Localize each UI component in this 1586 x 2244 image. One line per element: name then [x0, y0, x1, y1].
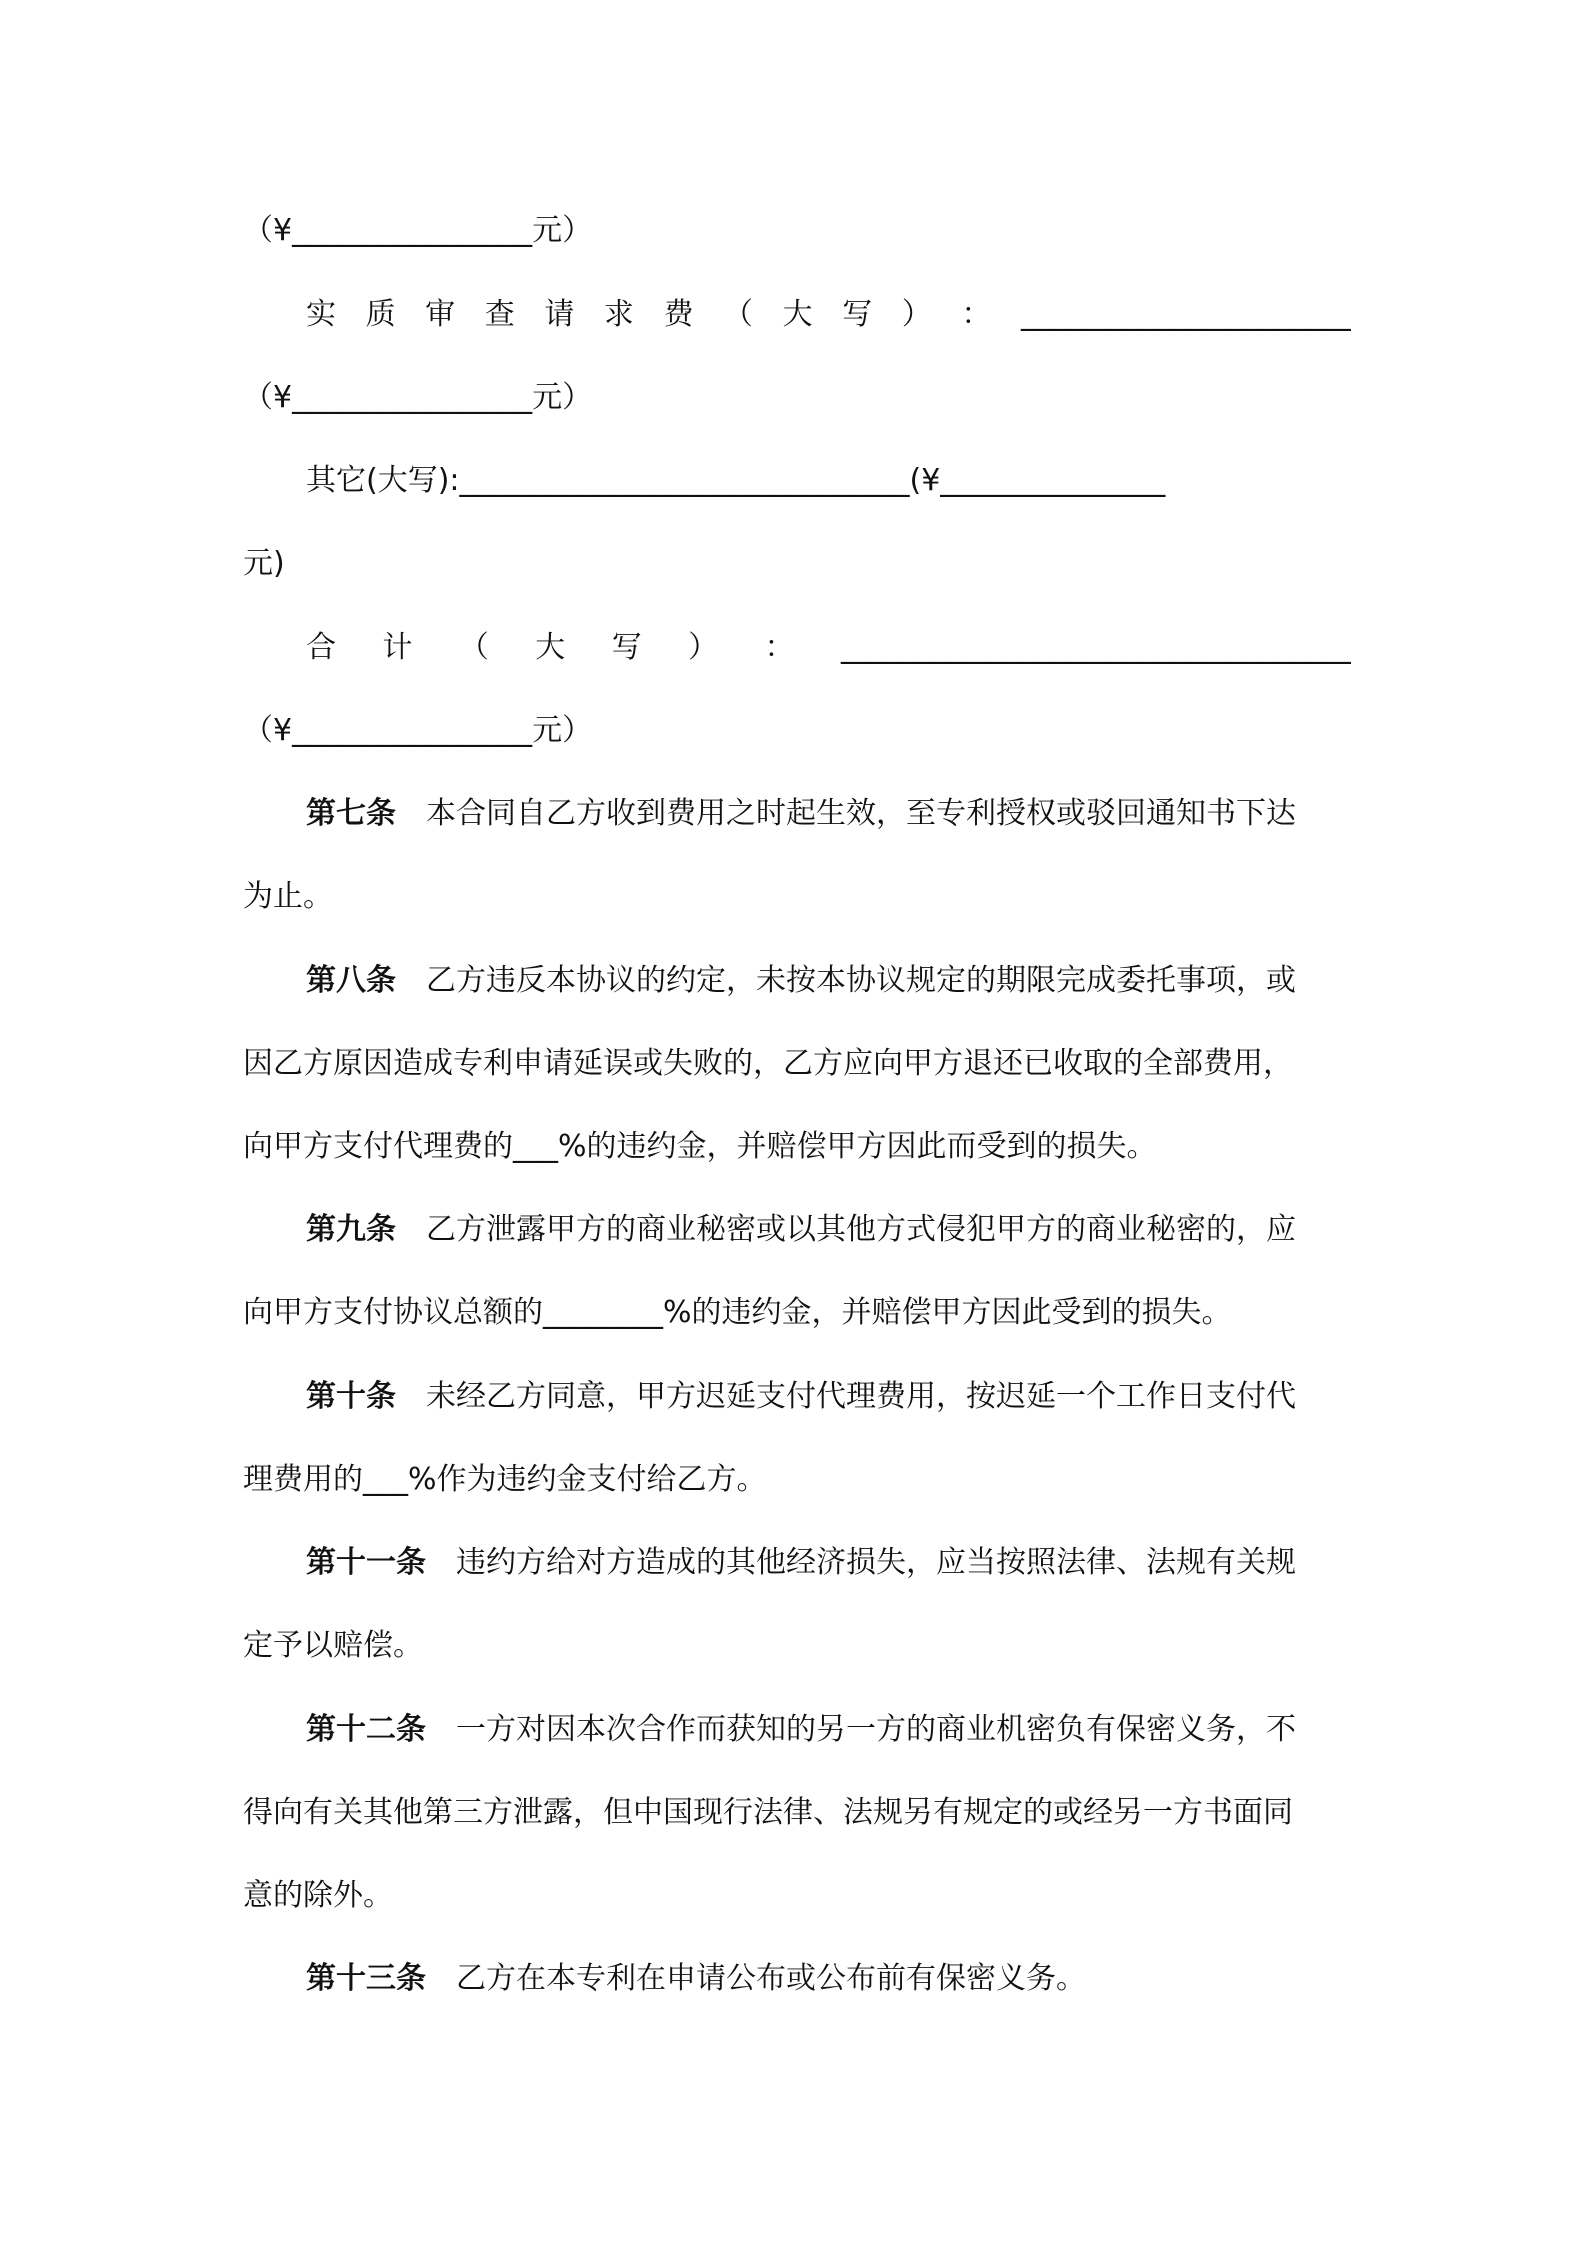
amount-text: （¥________________元）	[243, 380, 593, 415]
article-9-text: 向甲方支付协议总额的________%的违约金，并赔偿甲方因此受到的损失。	[243, 1295, 1232, 1330]
label-char: （	[723, 297, 754, 332]
label-char: 求	[603, 297, 634, 332]
article-12-text: 得向有关其他第三方泄露，但中国现行法律、法规另有规定的或经另一方书面同	[243, 1795, 1293, 1830]
article-11-text: 定予以赔偿。	[243, 1628, 423, 1663]
label-char: ：	[961, 297, 992, 332]
article-8-text: 乙方违反本协议的约定，未按本协议规定的期限完成委托事项，或	[426, 963, 1296, 998]
label-char: 请	[544, 297, 575, 332]
label-char: 计	[382, 630, 413, 665]
article-7-text: 为止。	[243, 879, 333, 914]
article-11-text: 违约方给对方造成的其他经济损失，应当按照法律、法规有关规	[456, 1545, 1296, 1580]
label-char: 大	[782, 297, 813, 332]
article-12-text: 意的除外。	[243, 1878, 393, 1913]
article-8-line-3	[243, 1119, 1351, 1175]
blank-field: ______________________	[1020, 297, 1351, 332]
label-char: 实	[306, 297, 336, 332]
article-13-heading: 第十三条	[306, 1961, 426, 1996]
article-10-line-1	[306, 1369, 1351, 1425]
label-char: 质	[365, 297, 396, 332]
article-9-heading: 第九条	[306, 1212, 396, 1247]
article-8-heading: 第八条	[306, 963, 396, 998]
label-char: （	[458, 630, 489, 665]
article-10-heading: 第十条	[306, 1379, 396, 1414]
article-12-text: 一方对因本次合作而获知的另一方的商业机密负有保密义务，不	[456, 1712, 1296, 1747]
article-8-line-1	[306, 953, 1351, 1009]
article-7-heading: 第七条	[306, 796, 396, 831]
label-char: 写	[611, 630, 642, 665]
article-7-line-2	[243, 869, 1351, 925]
other-fee-unit-line	[243, 536, 1351, 592]
substantive-exam-fee-line	[306, 287, 1351, 343]
label-char: 费	[663, 297, 694, 332]
article-10-text: 理费用的___%作为违约金支付给乙方。	[243, 1462, 767, 1497]
article-10-text: 未经乙方同意，甲方迟延支付代理费用，按迟延一个工作日支付代	[426, 1379, 1296, 1414]
total-fee-line	[306, 620, 1351, 676]
label-char: 写	[842, 297, 873, 332]
amount-text: （¥________________元）	[243, 713, 593, 748]
unit-text: 元)	[243, 546, 285, 581]
article-8-text: 因乙方原因造成专利申请延误或失败的，乙方应向甲方退还已收取的全部费用，	[243, 1046, 1293, 1081]
article-13-text: 乙方在本专利在申请公布或公布前有保密义务。	[456, 1961, 1086, 1996]
other-fee-line	[306, 453, 1351, 509]
label-char: 合	[306, 630, 336, 665]
other-fee-text: 其它(大写):______________________________(¥_______________	[306, 463, 1166, 498]
article-9-line-1	[306, 1202, 1351, 1258]
article-10-line-2	[243, 1452, 1351, 1508]
label-char: ）	[688, 630, 719, 665]
article-8-text: 向甲方支付代理费的___%的违约金，并赔偿甲方因此而受到的损失。	[243, 1129, 1157, 1164]
article-12-line-3	[243, 1868, 1351, 1924]
article-12-line-1	[306, 1702, 1351, 1758]
article-7-line-1	[306, 786, 1351, 842]
total-amount-line	[243, 703, 1351, 759]
article-9-line-2	[243, 1285, 1351, 1341]
label-char: ）	[901, 297, 932, 332]
article-11-line-1	[306, 1535, 1351, 1591]
article-11-heading: 第十一条	[306, 1545, 426, 1580]
label-char: 审	[425, 297, 456, 332]
article-11-line-2	[243, 1618, 1351, 1674]
fee-amount-line	[243, 203, 1351, 259]
label-char: 查	[484, 297, 515, 332]
fee-amount-text: （¥________________元）	[243, 213, 593, 248]
article-8-line-2	[243, 1036, 1351, 1092]
article-12-line-2	[243, 1785, 1351, 1841]
article-12-heading: 第十二条	[306, 1712, 426, 1747]
article-7-text: 本合同自乙方收到费用之时起生效，至专利授权或驳回通知书下达	[426, 796, 1296, 831]
article-13-line-1	[306, 1951, 1351, 2007]
label-char: ：	[764, 630, 795, 665]
label-char: 大	[535, 630, 566, 665]
article-9-text: 乙方泄露甲方的商业秘密或以其他方式侵犯甲方的商业秘密的，应	[426, 1212, 1296, 1247]
blank-field: __________________________________	[840, 630, 1351, 665]
substantive-exam-amount-line	[243, 370, 1351, 426]
